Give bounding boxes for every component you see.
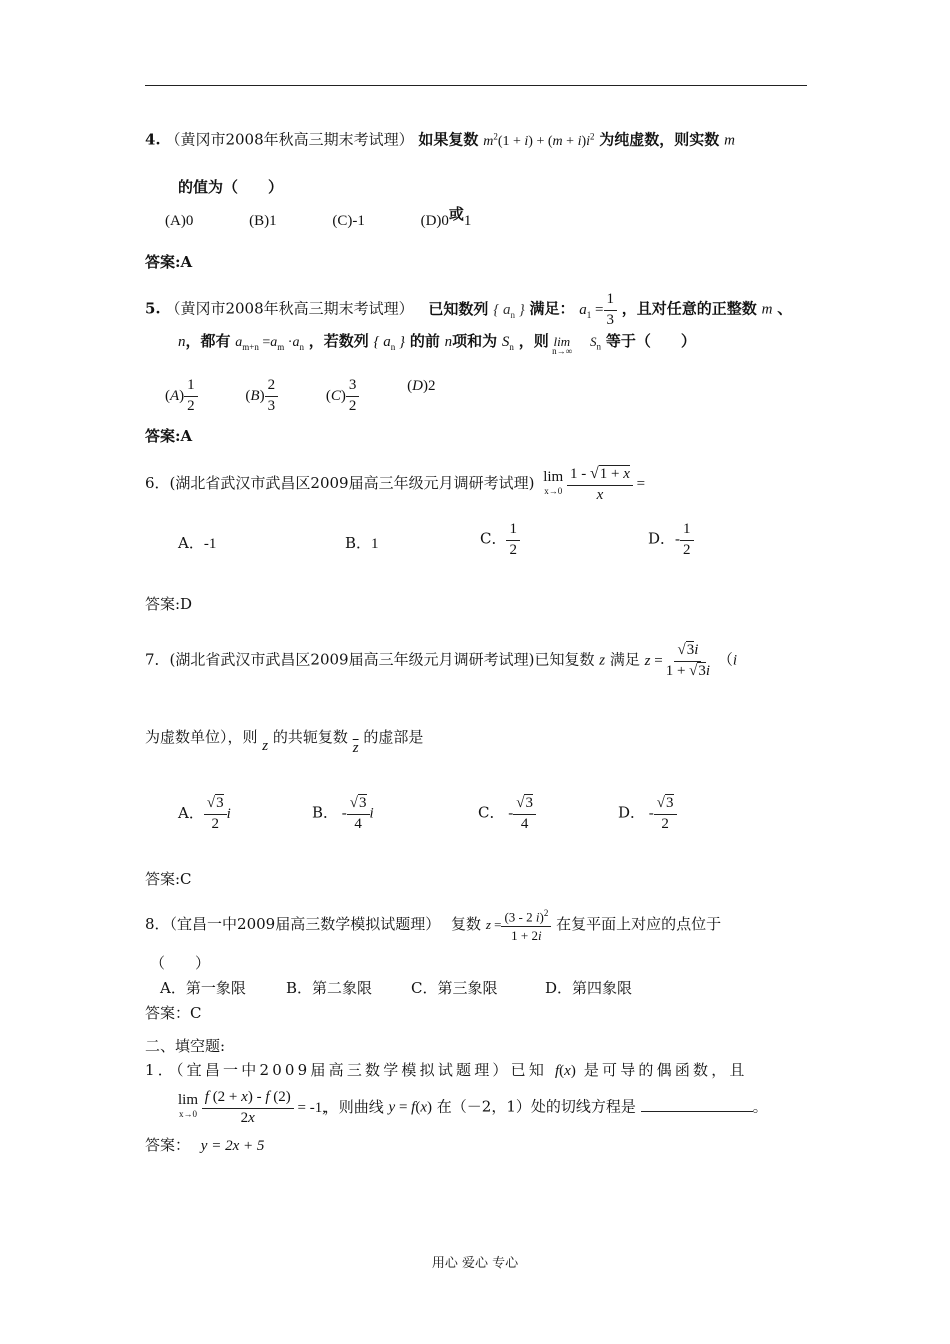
q8-line1 [145,909,721,943]
q5-option-b: (B) $\frac{2}{3}$ [245,388,278,404]
q7-options [178,795,674,833]
section2-q1-text-d: 在（－2，1）处的切线方程是 [436,1097,636,1116]
q5-options [165,378,435,415]
q4-line1 [145,132,735,149]
q4-option-d: (D)0或1 [420,205,472,229]
q4-var-m: m [724,132,735,149]
q8-stem-b: 在复平面上对应的点位于 [556,914,722,933]
header-rule [145,85,807,86]
section2-answer-label: 答案： [145,1136,191,1154]
q8-source: （宜昌一中2009届高三数学模拟试题理） [169,914,441,933]
q7-option-d: D． - $\frac{√3}{2}$ [618,796,677,833]
q8-options [160,979,633,997]
section2-q1-text-c: ，则曲线 [323,1097,384,1116]
q7-number: 7． [145,650,170,669]
q6-line1 [145,466,645,504]
q5-line2-b: ，若数列 [308,332,369,350]
q5-line2-f: 等于（ ） [605,332,696,350]
section2-q1-text-b: 是可导的偶函数，且 [583,1061,748,1079]
q8-option-b: B．第二象限 [286,979,373,997]
q5-option-a: (A) $\frac{1}{2}$ [165,388,198,404]
q6-options [178,521,691,558]
q4-option-c: (C)-1 [332,213,365,229]
q5-stem-d: 、 [777,299,793,318]
q6-number: 6． [145,474,170,493]
section2-answer-expr: y = 2x + 5 [200,1138,265,1154]
q5-line1: 5. （黄冈市2008年秋高三期末考试理） 已知数列 { $a_n$ } 满足： $a_1$ = $\frac{1}{3}$ ，且对任意的正整数 m 、 [145,291,793,328]
q6-option-d: D．- $\frac{1}{2}$ [648,522,694,559]
q4-formula: $m^2(1 + i) + (m + i)i^2$ [483,131,595,149]
section2-q1-text-a: 1．（宜昌一中2009届高三数学模拟试题理）已知 [145,1061,548,1079]
section2-q1-line1: 1．（宜昌一中2009届高三数学模拟试题理）已知 f(x) 是可导的偶函数，且 [145,1061,748,1079]
q8-formula: z = $\frac{(3 - 2 i)^2}{1 + 2i}$ [486,917,552,932]
q7-stem-c: （ [717,650,733,669]
q8-answer: 答案：C [145,1004,202,1022]
q5-line2-a: ，都有 [185,332,231,350]
q6-answer: 答案:D [145,595,193,613]
section2-q1-answer [145,1138,264,1154]
q4-options [165,205,472,229]
q5-stem-c: ，且对任意的正整数 [621,299,757,318]
q8-number: 8． [145,914,170,933]
q4-answer: 答案:A [145,253,193,271]
q4-option-b: (B)1 [249,213,277,229]
q5-a1: $a_1$ = $\frac{1}{3}$ [579,302,617,318]
q5-option-c: (C) $\frac{3}{2}$ [326,388,360,404]
q7-stem-a: 已知复数 [534,650,595,669]
q5-stem-a: 已知数列 [428,299,489,318]
q6-formula: lim x→0 $\frac{1 - √1 + x}{x}$ = [543,465,646,503]
q5-stem-b: 满足： [529,299,575,318]
q6-option-a: A．-1 [178,534,217,552]
q4-option-a: (A)0 [165,213,194,229]
q8-stem-a: 复数 [451,914,482,933]
q7-line2-b: 的共轭复数 [272,728,348,746]
q7-line1: 7．(湖北省武汉市武昌区2009届高三年级元月调研考试理)已知复数 z 满足 z = $\frac{√3i}{1 + √3i}$ （i [145,642,738,679]
q7-stem-b: 满足 [609,650,640,669]
q8-option-a: A．第一象限 [160,979,246,997]
q7-option-a: A． $\frac{√3}{2}$ i [178,795,231,832]
q8-option-d: D．第四象限 [545,979,633,997]
q8-option-c: C．第三象限 [411,979,498,997]
q4-stem-b: 为纯虚数，则实数 [599,130,720,149]
q5-number: 5. [145,299,161,318]
section2-q1-formula: lim x→0 $\frac{f (2 + x) - f (2)}{2x}$ = -1, [178,1089,326,1126]
q4-number: 4. [145,130,161,149]
q7-line2-a: 为虚数单位），则 [145,728,258,746]
q5-limit: $\lim_{n\to\infty}S_n$ [552,334,602,356]
q7-answer: 答案:C [145,870,192,888]
q7-line2-c: 的虚部是 [363,728,424,746]
q5-source: （黄冈市2008年秋高三期末考试理） [165,299,414,318]
q4-line2: 的值为（ ） [178,178,284,196]
q5-option-d: (D)2 [407,377,436,394]
q6-source: (湖北省武汉市武昌区2009届高三年级元月调研考试理) [169,474,535,493]
q5-answer: 答案:A [145,427,193,445]
page-footer: 用心 爱心 专心 [431,1256,519,1271]
q5-formula-amn: $a_{m+n} =a_m \cdot a_n$ [235,335,304,352]
q7-formula: z = $\frac{√3i}{1 + √3i}$ [644,642,711,679]
q4-source: （黄冈市2008年秋高三期末考试理） [165,130,414,149]
q7-option-c: C． - $\frac{√3}{4}$ [478,796,536,833]
answer-blank[interactable] [641,1097,753,1112]
q5-seq-an: { $a_n$ } [493,301,525,320]
section2-title: 二、填空题: [145,1037,226,1055]
q6-option-c: C． $\frac{1}{2}$ [480,522,520,559]
q7-source: (湖北省武汉市武昌区2009届高三年级元月调研考试理) [169,650,535,669]
q6-option-b: B．1 [345,534,379,552]
section2-q1-line2: lim x→0 $\frac{f (2 + x) - f (2)}{2x}$ = -1, ，则曲线 y = f(x) 在（－2，1）处的切线方程是 。 [178,1089,768,1126]
q5-line2-e: ，则 [518,332,549,350]
q5-line2-d: 项和为 [452,332,498,350]
q5-line2-c: 的前 [409,332,440,350]
q4-stem-a: 如果复数 [418,130,479,149]
q7-line2: 为虚数单位），则 z 的共轭复数 $\overline{z}$ 的虚部是 [145,728,424,756]
q5-line2: n，都有 $a_{m+n} =a_m \cdot a_n$ ，若数列 { $a_n$ } 的前 n项和为 $S_n$ ，则 $\lim_{n\to\infty}S_n$ 等于（ ） [178,332,696,356]
q8-paren: （ ） [150,954,211,972]
q7-option-b: B． - $\frac{√3}{4}$ i [312,795,374,832]
